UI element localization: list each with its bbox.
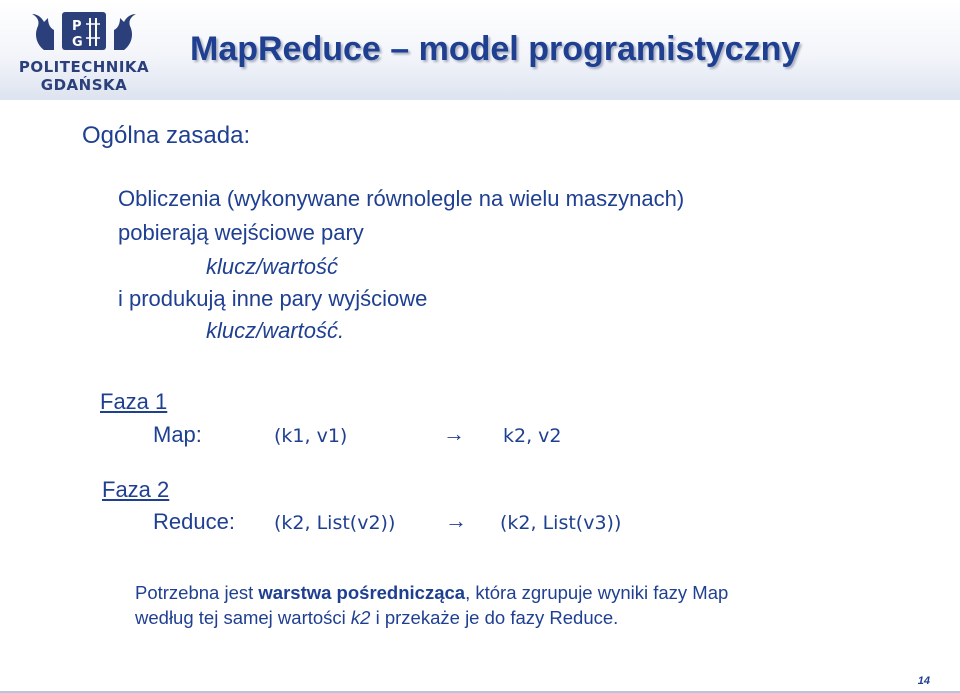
note-emphasis: warstwa pośrednicząca [258,582,466,603]
logo-text-line1: POLITECHNIKA [18,58,150,76]
svg-text:P: P [72,19,82,34]
phase2-output: (k2, List(v3)) [500,512,622,534]
body-line-2: pobierają wejściowe pary [118,220,364,245]
body-line-1: Obliczenia (wykonywane równolegle na wielu maszynach) [118,186,685,211]
section-heading: Ogólna zasada: [82,122,251,149]
note-line-2 [135,607,618,629]
note-text: według tej samej wartości [135,607,351,628]
logo-text-line2: GDAŃSKA [40,76,128,94]
note-text: i przekaże je do fazy Reduce. [370,607,619,628]
phase1-output: k2, v2 [503,425,562,447]
phase1-arrow-icon: → [443,421,465,446]
phase1-label: Faza 1 [100,389,168,414]
note-text: Potrzebna jest [135,582,259,603]
body-line-5: klucz/wartość. [206,318,345,343]
note-line-1 [135,582,728,604]
crest-icon [14,6,154,56]
slide-title: MapReduce – model programistyczny [190,30,801,68]
phase2-label: Faza 2 [102,477,170,502]
page-number: 14 [917,675,930,687]
note-italic: k2 [350,607,371,628]
phase2-input: (k2, List(v2)) [274,512,396,534]
university-logo [14,6,154,92]
phase2-op: Reduce: [153,509,235,534]
phase1-input: (k1, v1) [274,425,348,447]
phase1-op: Map: [153,422,202,447]
body-line-4: i produkują inne pary wyjściowe [118,286,428,311]
svg-text:G: G [72,35,83,50]
phase2-arrow-icon: → [445,508,467,533]
body-line-3: klucz/wartość [206,254,339,279]
note-text: , która zgrupuje wyniki fazy Map [465,582,729,603]
